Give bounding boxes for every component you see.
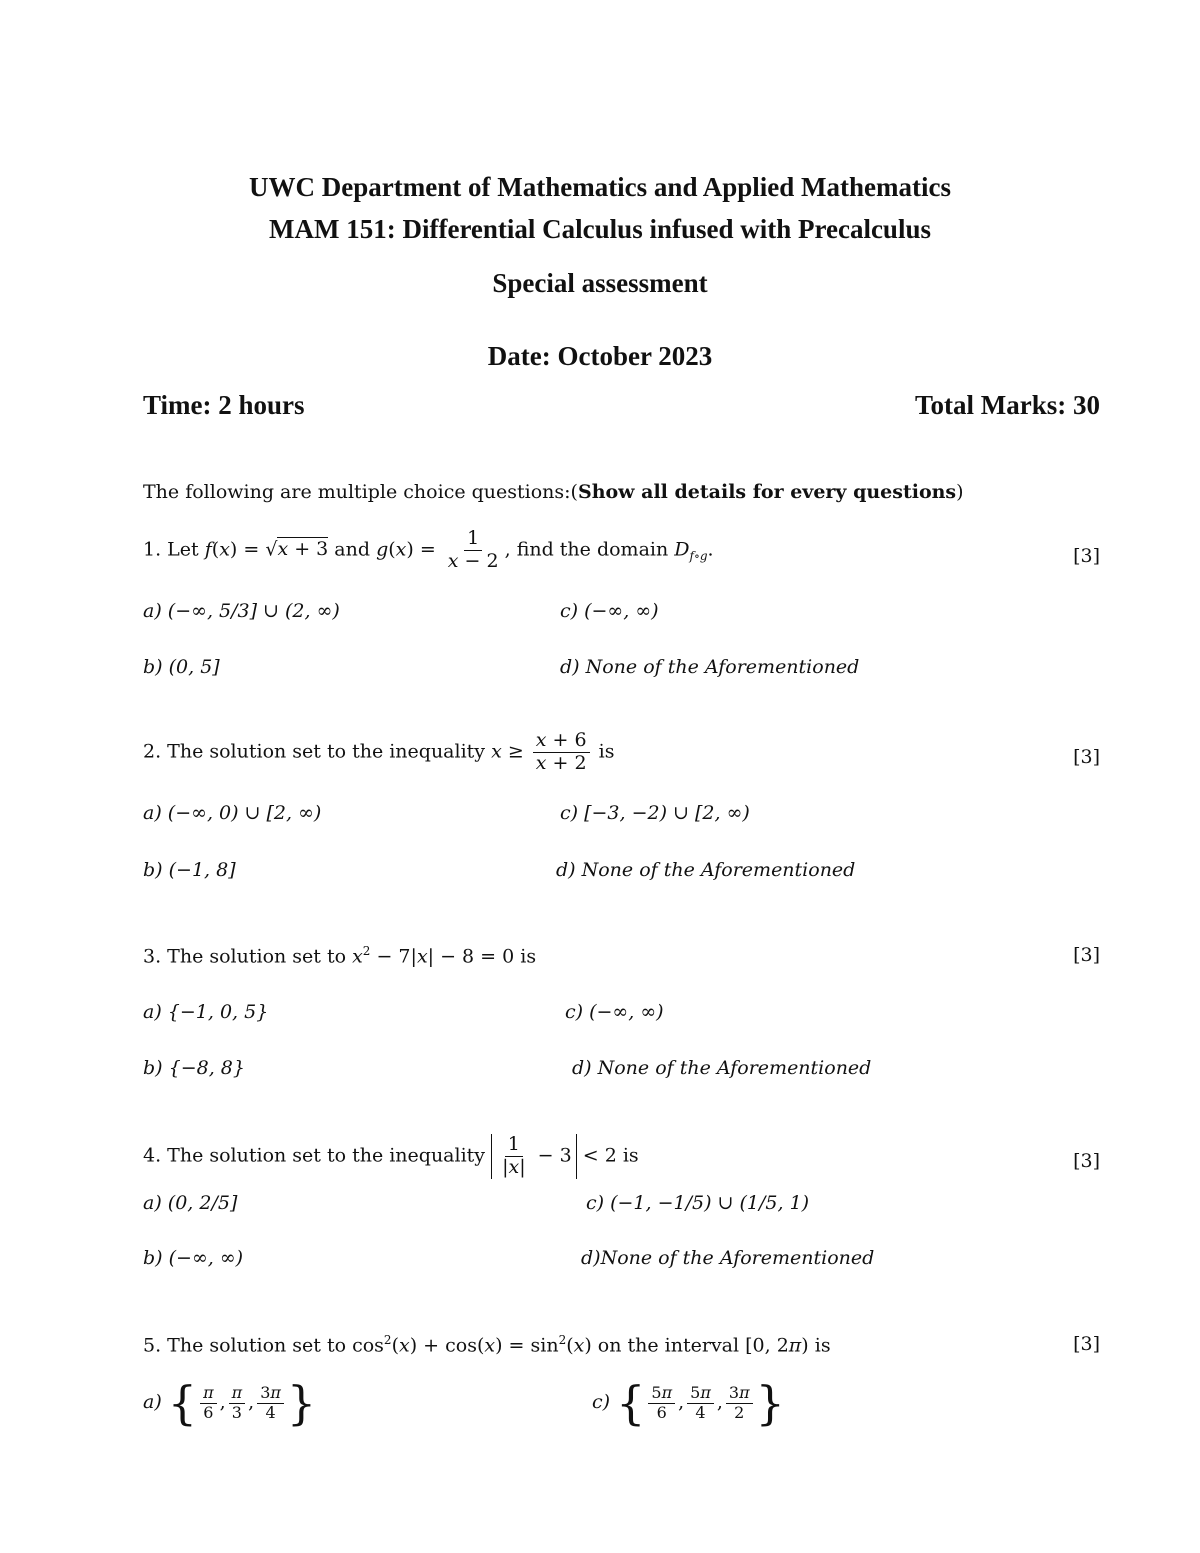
instructions: The following are multiple choice questions:(Show all details for every questions) xyxy=(143,481,964,503)
question-5-marks: [3] xyxy=(1073,1333,1100,1355)
question-5-option-c: c) { $\frac{5\pi}{6}$ , $\frac{5\pi}{4}$ , $\frac{3\pi}{2}$ } xyxy=(592,1376,785,1430)
question-4-marks: [3] xyxy=(1073,1150,1100,1172)
question-4-option-a: a) (0, 2/5] xyxy=(143,1192,238,1214)
question-5: 5. The solution set to $\cos^2(x) + \cos(x) = \sin^2(x)$ on the interval [0, 2π) is xyxy=(143,1333,831,1357)
question-2-option-c: c) [−3, −2) ∪ [2, ∞) xyxy=(560,802,750,824)
question-3-option-d: d) None of the Aforementioned xyxy=(572,1057,872,1079)
question-2-marks: [3] xyxy=(1073,746,1100,768)
question-4-option-b: b) (−∞, ∞) xyxy=(143,1247,244,1269)
question-2: 2. The solution set to the inequality x ≥ $\frac{x + 6}{x + 2}$ is xyxy=(143,729,615,774)
question-1-marks: [3] xyxy=(1073,545,1100,567)
question-4-option-d: d)None of the Aforementioned xyxy=(581,1247,875,1269)
course-title: MAM 151: Differential Calculus infused with Precalculus xyxy=(269,214,931,244)
question-1-option-d: d) None of the Aforementioned xyxy=(560,656,860,678)
instructions-bold: Show all details for every questions xyxy=(577,481,957,503)
assessment-title: Special assessment xyxy=(492,268,708,298)
question-4-option-c: c) (−1, −1/5) ∪ (1/5, 1) xyxy=(586,1192,810,1214)
question-1: 1. Let f(x) = √x + 3 and g(x) = $\frac{1}{x - 2}$ , find the domain $D_{f\circ g}$. xyxy=(143,527,714,572)
exam-date: Date: October 2023 xyxy=(487,341,713,371)
question-5-option-a: a) { $\frac{\pi}{6}$ , $\frac{\pi}{3}$ , $\frac{3\pi}{4}$ } xyxy=(143,1376,317,1430)
question-3-option-a: a) {−1, 0, 5} xyxy=(143,1001,269,1023)
question-4: 4. The solution set to the inequality $\frac{1}{|x|}$ − 3 < 2 is xyxy=(143,1133,639,1178)
exam-total-marks: Total Marks: 30 xyxy=(914,390,1100,420)
question-3-option-b: b) {−8, 8} xyxy=(143,1057,245,1079)
question-1-option-a: a) (−∞, 5/3] ∪ (2, ∞) xyxy=(143,600,340,622)
question-2-option-a: a) (−∞, 0) ∪ [2, ∞) xyxy=(143,802,322,824)
department-title: UWC Department of Mathematics and Applied Mathematics xyxy=(249,172,951,202)
question-2-option-b: b) (−1, 8] xyxy=(143,859,236,881)
question-1-option-b: b) (0, 5] xyxy=(143,656,220,678)
question-1-option-c: c) (−∞, ∞) xyxy=(560,600,659,622)
exam-time: Time: 2 hours xyxy=(143,390,305,420)
question-3-option-c: c) (−∞, ∞) xyxy=(565,1001,664,1023)
question-2-option-d: d) None of the Aforementioned xyxy=(556,859,856,881)
question-3: 3. The solution set to $x^2 - 7|x| - 8 = 0$ is xyxy=(143,944,537,968)
question-3-marks: [3] xyxy=(1073,944,1100,966)
